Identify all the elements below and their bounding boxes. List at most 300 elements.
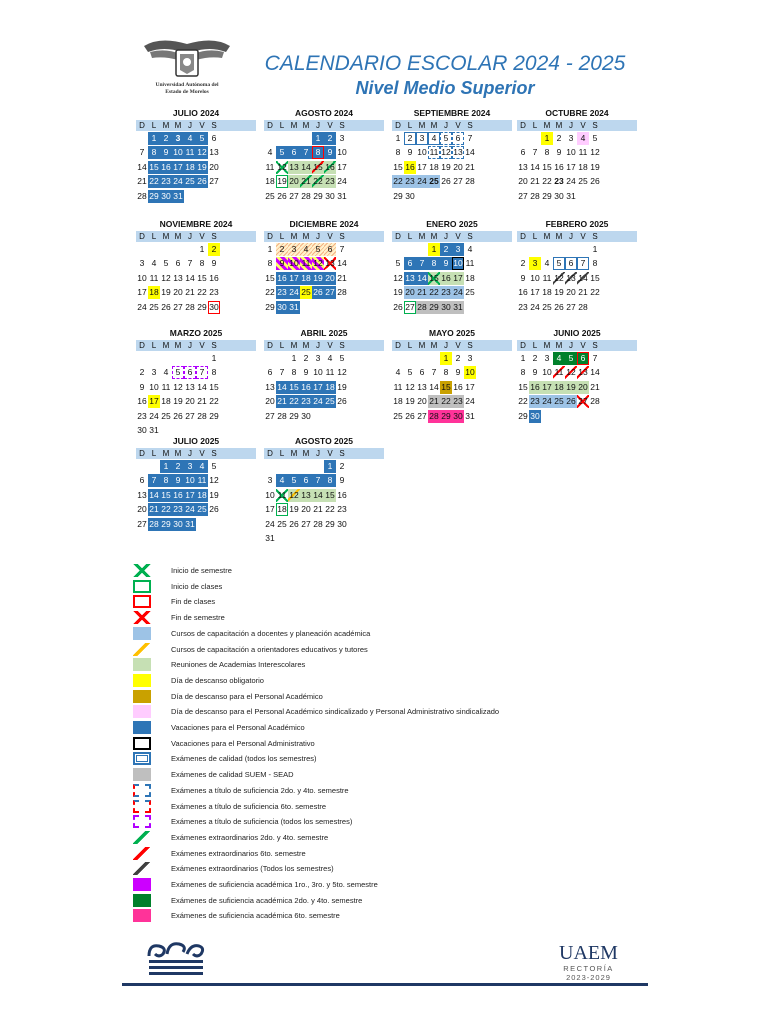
day-cell: 14	[429, 381, 439, 392]
day-cell: 8	[199, 258, 205, 269]
legend-label: Día de descanso para el Personal Académico	[171, 691, 323, 701]
day-cell: 10	[530, 272, 540, 283]
day-cell: 26	[277, 190, 287, 201]
day-cell: 16	[209, 272, 219, 283]
week-row	[264, 160, 384, 175]
weekday-label: D	[267, 449, 273, 458]
weekday-label: S	[339, 449, 345, 458]
day-cell: 8	[267, 258, 273, 269]
weekday-label: J	[569, 121, 573, 130]
legend-item	[133, 861, 633, 876]
weekday-label: S	[339, 341, 345, 350]
day-cell: 14	[578, 272, 588, 283]
day-cell: 24	[137, 301, 147, 312]
day-cell: 6	[300, 474, 312, 487]
empty-cell	[148, 460, 160, 473]
weekday-label: V	[199, 232, 205, 241]
legend-item	[133, 610, 633, 625]
empty-cell	[288, 532, 300, 545]
day-cell: 28	[530, 190, 540, 201]
empty-cell	[276, 352, 288, 365]
empty-cell	[529, 132, 541, 145]
weekday-label: V	[327, 232, 333, 241]
day-cell: 24	[173, 176, 183, 187]
day-cell: 28	[277, 410, 287, 421]
day-cell: 19	[405, 396, 415, 407]
day-cell: 25	[277, 518, 287, 529]
empty-cell	[172, 352, 184, 365]
weekday-label: L	[532, 341, 538, 350]
weekday-label: J	[188, 232, 192, 241]
day-cell: 30	[301, 410, 311, 421]
legend-swatch-icon	[133, 705, 151, 718]
weekday-label: M	[543, 121, 551, 130]
day-cell: 10	[265, 489, 275, 500]
day-cell: 24	[185, 504, 195, 515]
weekday-label: D	[139, 232, 145, 241]
day-cell: 21	[530, 176, 540, 187]
day-cell: 25	[301, 287, 311, 298]
day-cell: 6	[419, 367, 425, 378]
day-cell: 24	[465, 396, 475, 407]
legend-label: Vacaciones para el Personal Académico	[171, 723, 305, 732]
day-cell: 20	[289, 176, 299, 187]
legend-swatch-icon	[133, 564, 151, 577]
weekday-label: L	[407, 341, 413, 350]
day-cell: 8	[312, 146, 324, 159]
month-calendar	[264, 219, 384, 315]
weekday-header	[517, 231, 637, 242]
weekday-label: S	[592, 121, 598, 130]
day-cell: 23	[518, 301, 528, 312]
day-cell: 3	[452, 243, 464, 256]
day-cell: 28	[313, 518, 323, 529]
day-cell: 4	[395, 367, 401, 378]
month-calendar	[517, 108, 637, 204]
day-cell: 22	[542, 176, 552, 187]
day-cell: 20	[566, 287, 576, 298]
day-cell: 25	[325, 396, 335, 407]
day-cell: 21	[465, 161, 475, 172]
weekday-label: V	[327, 121, 333, 130]
day-cell: 9	[440, 257, 452, 270]
day-cell: 16	[405, 161, 415, 172]
month-calendar	[136, 219, 256, 315]
week-row	[517, 242, 637, 257]
month-title: NOVIEMBRE 2024	[159, 219, 233, 229]
weekday-label: J	[316, 449, 320, 458]
day-cell: 18	[149, 287, 159, 298]
weekday-label: M	[290, 341, 298, 350]
day-cell: 13	[417, 381, 427, 392]
day-cell: 15	[289, 381, 299, 392]
day-cell: 2	[139, 367, 145, 378]
month-calendar	[136, 436, 256, 532]
day-cell: 6	[324, 243, 336, 256]
week-row	[264, 395, 384, 410]
legend-swatch-icon	[133, 847, 151, 860]
day-cell: 12	[441, 147, 451, 158]
empty-cell	[416, 352, 428, 365]
day-cell: 25	[149, 301, 159, 312]
week-row	[264, 380, 384, 395]
weekday-label: V	[580, 232, 586, 241]
eagle-crest-icon	[140, 36, 234, 82]
weekday-label: M	[162, 341, 170, 350]
day-cell: 7	[139, 147, 145, 158]
day-cell: 28	[578, 301, 588, 312]
day-cell: 18	[578, 161, 588, 172]
day-cell: 12	[197, 147, 207, 158]
day-cell: 2	[532, 352, 538, 363]
day-cell: 16	[530, 381, 540, 392]
day-cell: 15	[325, 489, 335, 500]
day-cell: 8	[592, 258, 598, 269]
day-cell: 31	[566, 190, 576, 201]
week-row	[136, 271, 256, 286]
day-cell: 3	[139, 258, 145, 269]
day-cell: 8	[211, 367, 217, 378]
day-cell: 15	[393, 161, 403, 172]
week-row	[264, 409, 384, 424]
week-row	[392, 160, 512, 175]
day-cell: 1	[160, 460, 172, 473]
day-cell: 6	[267, 367, 273, 378]
day-cell: 20	[137, 504, 147, 515]
day-cell: 22	[441, 396, 451, 407]
weekday-label: L	[407, 121, 413, 130]
month-title: JULIO 2024	[172, 108, 220, 118]
day-cell: 4	[467, 243, 473, 254]
day-cell: 14	[313, 489, 323, 500]
day-cell: 5	[163, 258, 169, 269]
day-cell: 22	[265, 287, 275, 298]
empty-cell	[264, 352, 276, 365]
empty-cell	[136, 132, 148, 145]
empty-cell	[416, 190, 428, 203]
legend-label: Exámenes de suficiencia académica 1ro., 3ro. y 5to. semestre	[171, 880, 378, 889]
legend-item	[133, 799, 633, 814]
day-cell: 28	[185, 301, 195, 312]
day-cell: 13	[209, 147, 219, 158]
legend-label: Exámenes extraordinarios 6to. semestre	[171, 848, 306, 858]
day-cell: 11	[185, 147, 195, 158]
day-cell: 9	[339, 475, 345, 486]
day-cell: 1	[592, 243, 598, 254]
day-cell: 5	[339, 352, 345, 363]
day-cell: 10	[566, 147, 576, 158]
weekday-label: D	[139, 341, 145, 350]
legend-swatch-icon	[133, 595, 151, 608]
day-cell: 6	[577, 352, 589, 365]
legend-label: Exámenes de calidad (todos los semestres)	[171, 754, 317, 764]
day-cell: 29	[393, 190, 403, 201]
weekday-label: M	[555, 341, 563, 350]
weekday-label: J	[188, 121, 192, 130]
day-cell: 9	[276, 257, 288, 270]
day-cell: 30	[530, 410, 540, 421]
empty-cell	[553, 243, 565, 256]
day-cell: 28	[197, 410, 207, 421]
empty-cell	[541, 243, 553, 256]
day-cell: 13	[289, 161, 299, 172]
day-cell: 30	[277, 301, 287, 312]
weekday-label: V	[455, 121, 461, 130]
day-cell: 22	[325, 504, 335, 515]
week-row	[136, 351, 256, 366]
empty-cell	[464, 301, 476, 314]
legend-label: Día de descanso para el Personal Académico sindicalizado y Personal Administrativo sindicalizado	[171, 707, 500, 717]
day-cell: 31	[173, 190, 183, 201]
legend-item	[133, 673, 633, 688]
day-cell: 27	[405, 301, 415, 312]
day-cell: 17	[337, 161, 347, 172]
day-cell: 29	[209, 410, 219, 421]
legend-label: Exámenes de suficiencia académica 6to. semestre	[171, 911, 340, 921]
day-cell: 24	[289, 287, 299, 298]
weekday-label: D	[395, 232, 401, 241]
day-cell: 8	[443, 367, 449, 378]
day-cell: 1	[324, 460, 336, 473]
day-cell: 4	[553, 352, 565, 365]
day-cell: 13	[518, 161, 528, 172]
day-cell: 1	[312, 132, 324, 145]
week-row	[264, 300, 384, 315]
day-cell: 23	[405, 176, 415, 187]
day-cell: 7	[148, 474, 160, 487]
week-row	[517, 380, 637, 395]
empty-cell	[184, 190, 196, 203]
month-title: ABRIL 2025	[300, 328, 348, 338]
day-cell: 6	[211, 132, 217, 143]
week-row	[264, 503, 384, 518]
month-calendar	[136, 328, 256, 438]
empty-cell	[336, 532, 348, 545]
day-cell: 27	[417, 410, 427, 421]
empty-cell	[276, 532, 288, 545]
day-cell: 5	[565, 352, 577, 365]
day-cell: 22	[197, 287, 207, 298]
empty-cell	[565, 410, 577, 423]
week-row	[264, 474, 384, 489]
day-cell: 20	[325, 272, 335, 283]
day-cell: 5	[172, 366, 184, 379]
day-cell: 8	[160, 474, 172, 487]
day-cell: 26	[393, 301, 403, 312]
empty-cell	[136, 352, 148, 365]
day-cell: 23	[301, 396, 311, 407]
weekday-label: M	[174, 341, 182, 350]
day-cell: 3	[467, 352, 473, 363]
day-cell: 5	[211, 460, 217, 471]
day-cell: 30	[453, 410, 463, 421]
day-cell: 7	[196, 366, 208, 379]
legend-label: Fin de clases	[171, 597, 216, 607]
day-cell: 13	[325, 258, 335, 269]
day-cell: 24	[417, 176, 427, 187]
weekday-label: M	[418, 341, 426, 350]
empty-cell	[300, 132, 312, 145]
day-cell: 29	[542, 190, 552, 201]
day-cell: 15	[518, 381, 528, 392]
day-cell: 16	[301, 381, 311, 392]
week-row	[392, 257, 512, 272]
day-cell: 1	[440, 352, 452, 365]
legend-swatch-icon	[133, 800, 151, 813]
day-cell: 17	[417, 161, 427, 172]
week-row	[392, 242, 512, 257]
weekday-header	[136, 120, 256, 131]
day-cell: 29	[161, 518, 171, 529]
weekday-label: S	[592, 341, 598, 350]
day-cell: 30	[554, 190, 564, 201]
day-cell: 11	[161, 381, 171, 392]
day-cell: 15	[441, 381, 451, 392]
day-cell: 8	[291, 367, 297, 378]
day-cell: 14	[417, 272, 427, 283]
day-cell: 26	[289, 518, 299, 529]
legend-item	[133, 579, 633, 594]
day-cell: 14	[590, 367, 600, 378]
day-cell: 12	[566, 367, 576, 378]
week-row	[392, 175, 512, 190]
weekday-label: J	[444, 341, 448, 350]
day-cell: 1	[428, 243, 440, 256]
day-cell: 26	[566, 396, 576, 407]
month-title: SEPTIEMBRE 2024	[413, 108, 491, 118]
empty-cell	[184, 352, 196, 365]
legend-item	[133, 877, 633, 892]
day-cell: 4	[196, 460, 208, 473]
day-cell: 9	[556, 147, 562, 158]
day-cell: 20	[518, 176, 528, 187]
day-cell: 1	[267, 243, 273, 254]
day-cell: 4	[163, 367, 169, 378]
day-cell: 10	[313, 367, 323, 378]
day-cell: 27	[578, 396, 588, 407]
day-cell: 27	[453, 176, 463, 187]
week-row	[264, 257, 384, 272]
day-cell: 17	[566, 161, 576, 172]
month-title: OCTUBRE 2024	[545, 108, 609, 118]
day-cell: 18	[429, 161, 439, 172]
day-cell: 19	[313, 272, 323, 283]
week-row	[264, 286, 384, 301]
week-row	[136, 474, 256, 489]
day-cell: 15	[197, 272, 207, 283]
empty-cell	[312, 410, 324, 423]
weekday-label: M	[543, 232, 551, 241]
brand-name: UAEM	[559, 942, 618, 964]
weekday-label: M	[302, 341, 310, 350]
weekday-label: M	[418, 121, 426, 130]
day-cell: 27	[137, 518, 147, 529]
day-cell: 19	[277, 176, 287, 187]
office-name: RECTORÍA	[563, 964, 614, 973]
day-cell: 23	[325, 176, 335, 187]
month-calendar	[517, 328, 637, 424]
day-cell: 12	[590, 147, 600, 158]
day-cell: 16	[161, 161, 171, 172]
week-row	[517, 409, 637, 424]
day-cell: 7	[187, 258, 193, 269]
day-cell: 21	[313, 504, 323, 515]
day-cell: 23	[277, 287, 287, 298]
week-row	[517, 175, 637, 190]
day-cell: 21	[137, 176, 147, 187]
day-cell: 28	[417, 301, 427, 312]
weekday-label: M	[555, 121, 563, 130]
day-cell: 1	[395, 132, 401, 143]
week-row	[392, 380, 512, 395]
day-cell: 24	[149, 410, 159, 421]
empty-cell	[404, 243, 416, 256]
day-cell: 4	[428, 132, 440, 145]
day-cell: 24	[566, 176, 576, 187]
week-row	[136, 488, 256, 503]
legend-label: Exámenes extraordinarios (Todos los semestres)	[171, 864, 334, 874]
legend-label: Vacaciones para el Personal Administrativo	[171, 738, 315, 748]
day-cell: 10	[542, 367, 552, 378]
weekday-label: V	[455, 341, 461, 350]
day-cell: 5	[440, 132, 452, 145]
day-cell: 19	[590, 161, 600, 172]
empty-cell	[172, 243, 184, 256]
month-title: JULIO 2025	[172, 436, 220, 446]
day-cell: 6	[139, 475, 145, 486]
weekday-header	[136, 231, 256, 242]
empty-cell	[440, 190, 452, 203]
week-row	[517, 300, 637, 315]
day-cell: 27	[209, 176, 219, 187]
weekday-label: M	[430, 232, 438, 241]
day-cell: 19	[441, 161, 451, 172]
weekday-label: V	[327, 341, 333, 350]
day-cell: 24	[313, 396, 323, 407]
day-cell: 27	[325, 287, 335, 298]
legend-swatch-icon	[133, 768, 151, 781]
legend-swatch-icon	[133, 611, 151, 624]
weekday-label: D	[395, 341, 401, 350]
legend-swatch-icon	[133, 878, 151, 891]
weekday-label: S	[211, 232, 217, 241]
weekday-label: M	[418, 232, 426, 241]
legend-swatch-icon	[133, 737, 151, 750]
day-cell: 10	[173, 147, 183, 158]
day-cell: 3	[288, 243, 300, 256]
day-cell: 20	[209, 161, 219, 172]
day-cell: 17	[465, 381, 475, 392]
week-row	[392, 131, 512, 146]
day-cell: 9	[160, 146, 172, 159]
legend-item	[133, 893, 633, 908]
day-cell: 18	[301, 272, 311, 283]
empty-cell	[288, 460, 300, 473]
weekday-header	[392, 120, 512, 131]
day-cell: 30	[209, 301, 219, 312]
weekday-label: L	[532, 232, 538, 241]
week-row	[264, 488, 384, 503]
weekday-label: S	[339, 121, 345, 130]
weekday-label: J	[316, 232, 320, 241]
day-cell: 18	[161, 396, 171, 407]
week-row	[136, 146, 256, 161]
day-cell: 3	[544, 352, 550, 363]
weekday-label: V	[327, 449, 333, 458]
weekday-label: J	[316, 341, 320, 350]
weekday-label: J	[569, 232, 573, 241]
day-cell: 12	[554, 272, 564, 283]
